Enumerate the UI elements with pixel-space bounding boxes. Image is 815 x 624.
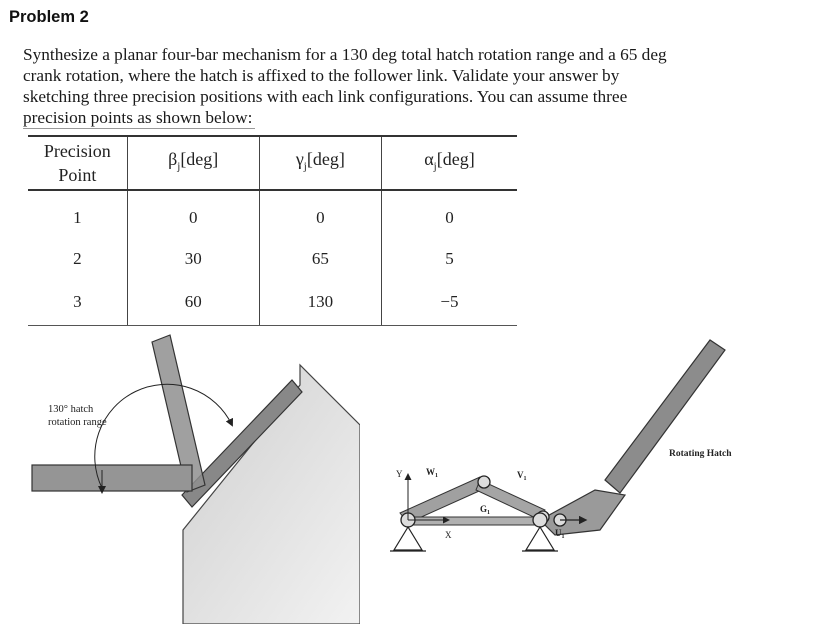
label-v-main: V (517, 470, 524, 480)
problem-heading: Problem 2 (9, 8, 89, 26)
statement-underline (23, 128, 255, 129)
alpha-subscript: j (433, 160, 437, 173)
label-g-sub: 1 (487, 510, 491, 516)
table-row (28, 190, 517, 238)
header-alpha (381, 136, 517, 190)
header-precision-line1: Precision (43, 141, 111, 161)
rotating-hatch-arm (605, 340, 725, 493)
follower-link (540, 490, 625, 535)
beta-unit: [deg] (180, 149, 219, 170)
problem-statement (23, 44, 768, 128)
label-v-sub: 1 (523, 476, 527, 482)
label-w-sub: 1 (435, 473, 438, 479)
cell-beta: 60 (127, 279, 259, 326)
label-w-main: W (426, 467, 435, 477)
label-y: Y (396, 469, 403, 479)
crank-link (406, 517, 545, 525)
gamma-symbol: γ (295, 149, 304, 170)
cell-alpha: −5 (381, 279, 517, 326)
statement-line-2: crank rotation, where the hatch is affixed to the follower link. Validate your answer by (23, 66, 620, 85)
label-g (480, 504, 490, 516)
ground-pivot-right (533, 513, 547, 527)
beta-symbol: β (168, 149, 178, 170)
statement-line-4: precision points as shown below: (23, 108, 253, 127)
label-x: X (445, 530, 452, 540)
cell-beta: 0 (127, 190, 259, 238)
table-row (28, 279, 517, 326)
table-header-row (28, 136, 517, 190)
statement-line-3: sketching three precision positions with each link configurations. You can assume three (23, 87, 628, 106)
cell-point: 1 (28, 190, 127, 238)
statement-line-1: Synthesize a planar four-bar mechanism for a 130 deg total hatch rotation range and a 65 deg (23, 45, 667, 64)
label-v (517, 470, 527, 482)
label-u-sub: 1 (561, 534, 565, 540)
four-bar-mechanism-figure (380, 330, 800, 570)
table-row (28, 238, 517, 279)
cell-alpha: 0 (445, 207, 454, 227)
cell-point: 3 (28, 279, 127, 326)
header-precision-line2: Point (58, 165, 97, 185)
label-u-main: U (555, 528, 562, 538)
precision-table (28, 135, 517, 326)
header-precision-point (28, 136, 127, 190)
ground-support-left (394, 527, 422, 550)
alpha-unit: [deg] (436, 149, 475, 170)
cell-gamma: 65 (259, 238, 381, 279)
cell-beta: 30 (127, 238, 259, 279)
range-label-line2: rotation range (48, 417, 107, 428)
gamma-subscript: j (303, 160, 307, 173)
cell-gamma: 130 (259, 279, 381, 326)
range-label-line1: 130° hatch (48, 404, 94, 415)
label-g-main: G (480, 504, 488, 514)
hatch-rotation-figure (0, 330, 360, 624)
gamma-unit: [deg] (306, 149, 345, 170)
cell-gamma: 0 (259, 190, 381, 238)
beta-subscript: j (177, 160, 181, 173)
cell-point: 2 (28, 238, 127, 279)
label-w (426, 467, 438, 479)
header-gamma (259, 136, 381, 190)
hatch-horizontal (32, 465, 192, 491)
joint-w (478, 476, 490, 488)
cell-alpha: 5 (445, 248, 454, 268)
alpha-symbol: α (424, 149, 434, 170)
header-beta (127, 136, 259, 190)
rotating-hatch-label: Rotating Hatch (669, 449, 732, 459)
